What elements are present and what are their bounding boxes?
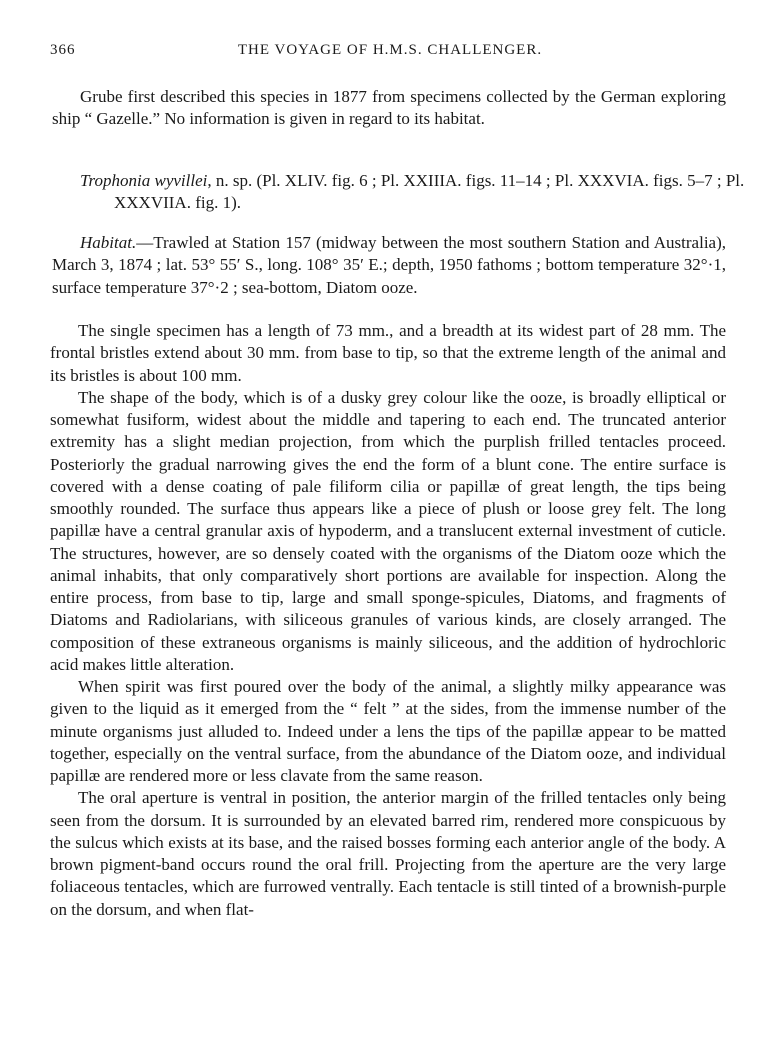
body-paragraph: The shape of the body, which is of a dusky grey colour like the ooze, is broadly elliptical or somewhat fusiform, widest about the middle and tapering to each end. The truncated anterior extremity has a slight median projection, from which the purplish frilled tentacles proceed. Posteriorly the gradual narrowing gives the end the form of a blunt cone. The entire surface is covered with a dense coating of pale filiform cilia or papillæ of great length, the tips being smoothly rounded. The surface thus appears like a piece of plush or loose grey felt. The long papillæ have a central granular axis of hypoderm, and a translucent external investment of cuticle. The structures, however, are so densely coated with the organisms of the Diatom ooze which the animal inhabits, that only comparatively short portions are available for inspection. Along the entire process, from base to tip, large and small sponge-spicules, Diatoms, and fragments of Diatoms and Radiolarians, with siliceous granules of various kinds, are closely arranged. The composition of these extraneous organisms is mainly siliceous, and the addition of hydrochloric acid makes little alteration. [50,387,726,674]
intro-paragraph: Grube first described this species in 1877 from specimens collected by the German exploring ship “ Gazelle.” No information is given in regard to its habitat. [52,87,726,129]
habitat-label: Habitat. [80,233,137,252]
running-header [50,42,730,66]
body-paragraph: When spirit was first poured over the body of the animal, a slightly milky appearance was given to the liquid as it emerged from the “ felt ” at the sides, from the immense number of the minute organisms just alluded to. Indeed under a lens the tips of the papillæ appear to be matted together, especially on the ventral surface, from the abundance of the Diatom ooze, and individual papillæ are rendered more or less clavate from the same reason. [50,677,726,785]
species-plate-references: , n. sp. (Pl. XLIV. fig. 6 ; Pl. XXIIIA. figs. 11–14 ; Pl. XXXVIA. figs. 5–7 ; Pl. XXXVIIA. fig. 1). [114,171,745,213]
habitat-paragraph [52,232,726,299]
running-title: THE VOYAGE OF H.M.S. CHALLENGER. [237,42,543,58]
habitat-text: —Trawled at Station 157 (midway between the most southern Station and Australia), March 3, 1874 ; lat. 53° 55′ S., long. 108° 35′ E.; depth, 1950 fathoms ; bottom temperature 32°·1, surface temperature 37°·2 ; sea-bottom, Diatom ooze. [52,233,726,297]
body-paragraph: The oral aperture is ventral in position, the anterior margin of the frilled tentacles only being seen from the dorsum. It is surrounded by an elevated barred rim, rendered more conspicuous by the sulcus which exists at its base, and the raised bosses forming each anterior angle of the body. A brown pigment-band occurs round the oral frill. Projecting from the aperture are the very large foliaceous tentacles, which are furrowed ventrally. Each tentacle is still tinted of a brownish-purple on the dorsum, and when flat- [50,788,726,919]
body-paragraph: The single specimen has a length of 73 mm., and a breadth at its widest part of 28 mm. The frontal bristles extend about 30 mm. from base to tip, so that the extreme length of the animal and its bristles is about 100 mm. [50,321,726,385]
species-heading [80,170,762,215]
page-number: 366 [50,42,76,58]
description-body [50,320,726,921]
species-name: Trophonia wyvillei [80,171,208,190]
